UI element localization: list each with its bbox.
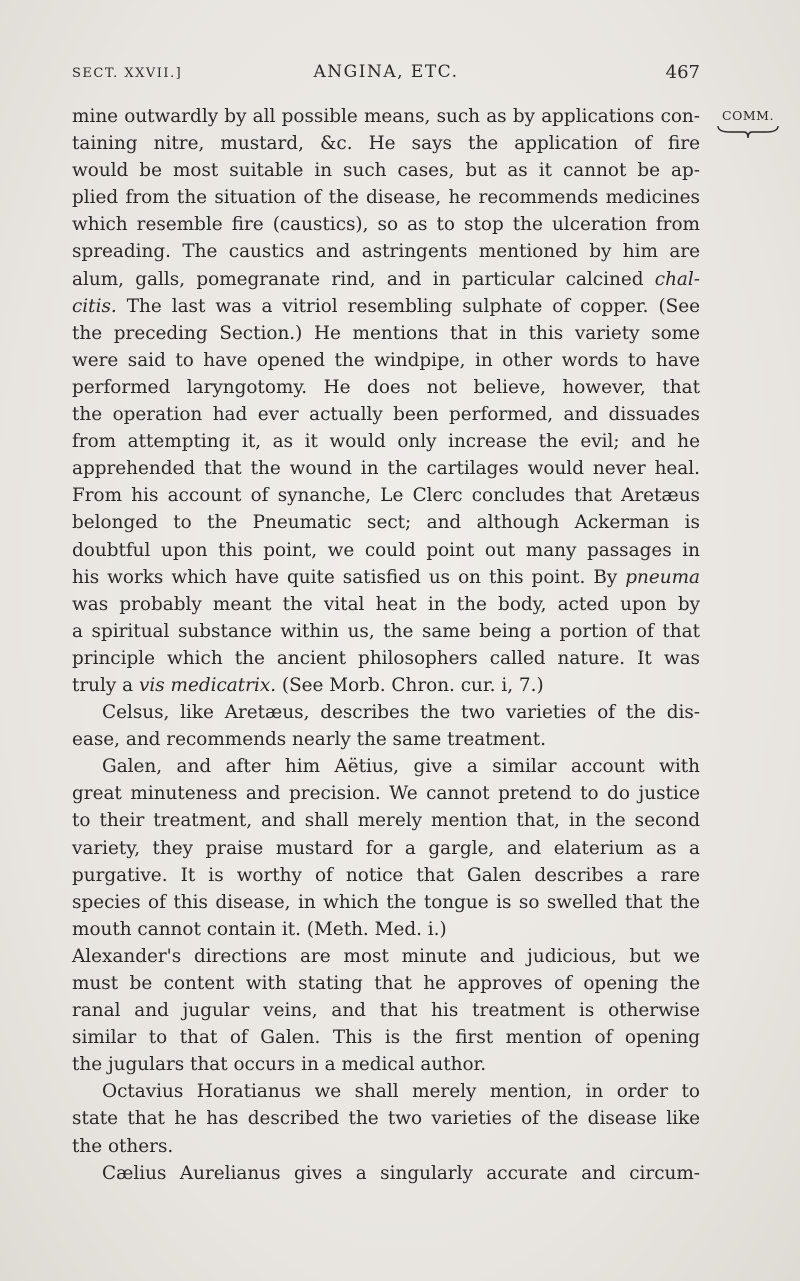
text-line xyxy=(72,266,700,293)
text-line xyxy=(72,564,700,591)
text-line: Celsus, like Aretæus, describes the two varieties of the dis- xyxy=(102,702,700,724)
text-line: doubtful upon this point, we could point out many passages in xyxy=(72,539,700,561)
text-line: to their treatment, and shall merely mention that, in the second xyxy=(72,810,700,832)
text-line: ease, and recommends nearly the same treatment. xyxy=(72,729,546,751)
text-line: apprehended that the wound in the cartilages would never heal. xyxy=(72,458,700,480)
text-line: the others. xyxy=(72,1135,174,1157)
text-line: ranal and jugular veins, and that his treatment is otherwise xyxy=(72,1000,700,1022)
text-run: his works which have quite satisfied us on this point. By xyxy=(72,566,626,588)
paragraph-aretaeus xyxy=(72,103,700,699)
text-line: From his account of synanche, Le Clerc concludes that Aretæus xyxy=(72,485,700,507)
italic-term: chal- xyxy=(654,268,700,290)
text-line: Cælius Aurelianus gives a singularly accurate and circum- xyxy=(102,1162,700,1184)
text-line: similar to that of Galen. This is the first mention of opening xyxy=(72,1027,700,1049)
commentary-label: COMM. xyxy=(722,108,774,123)
text-line: purgative. It is worthy of notice that Galen describes a rare xyxy=(72,864,700,886)
text-run: truly a xyxy=(72,674,139,696)
brace-icon xyxy=(716,124,780,140)
italic-term: citis. xyxy=(72,295,117,317)
paragraph-caelius xyxy=(72,1160,700,1187)
text-line: was probably meant the vital heat in the body, acted upon by xyxy=(72,593,700,615)
text-line: principle which the ancient philosophers called nature. It was xyxy=(72,647,700,669)
text-run: (See Morb. Chron. cur. i, 7.) xyxy=(276,674,544,696)
text-line: the operation had ever actually been performed, and dissuades xyxy=(72,404,700,426)
running-head xyxy=(72,60,700,88)
paragraph-galen xyxy=(72,753,700,943)
text-line: Galen, and after him Aëtius, give a similar account with xyxy=(102,756,700,778)
text-line: from attempting it, as it would only increase the evil; and he xyxy=(72,431,700,453)
chapter-title: ANGINA, ETC. xyxy=(313,62,459,82)
page-number: 467 xyxy=(665,62,700,83)
section-label: SECT. XXVII.] xyxy=(72,66,183,81)
text-line: a spiritual substance within us, the same being a portion of that xyxy=(72,620,700,642)
body-text xyxy=(72,103,700,1187)
text-line xyxy=(72,293,700,320)
text-line: mouth cannot contain it. (Meth. Med. i.) xyxy=(72,918,447,940)
paragraph-celsus xyxy=(72,699,700,753)
text-line: performed laryngotomy. He does not believe, however, that xyxy=(72,376,700,398)
text-line: Octavius Horatianus we shall merely mention, in order to xyxy=(102,1081,700,1103)
text-line: great minuteness and precision. We cannot pretend to do justice xyxy=(72,783,700,805)
text-line: which resemble fire (caustics), so as to stop the ulceration from xyxy=(72,214,700,236)
text-line: belonged to the Pneumatic sect; and although Ackerman is xyxy=(72,512,700,534)
text-line: Alexander's directions are most minute and judicious, but we xyxy=(72,945,700,967)
text-line: the jugulars that occurs in a medical author. xyxy=(72,1054,487,1076)
paragraph-octavius xyxy=(72,1078,700,1159)
margin-note xyxy=(708,108,788,140)
text-line: variety, they praise mustard for a gargle, and elaterium as a xyxy=(72,837,700,859)
text-line: plied from the situation of the disease, he recommends medicines xyxy=(72,187,700,209)
text-line: would be most suitable in such cases, but as it cannot be ap- xyxy=(72,160,700,182)
text-line: the preceding Section.) He mentions that in this variety some xyxy=(72,322,700,344)
text-line xyxy=(72,672,700,699)
text-line: species of this disease, in which the tongue is so swelled that the xyxy=(72,891,700,913)
text-line: were said to have opened the windpipe, in other words to have xyxy=(72,349,700,371)
italic-term: vis medicatrix. xyxy=(138,674,277,696)
text-run: alum, galls, pomegranate rind, and in particular calcined xyxy=(72,268,655,290)
text-line: state that he has described the two varieties of the disease like xyxy=(72,1108,700,1130)
text-run: The last was a vitriol resembling sulphate of copper. (See xyxy=(116,295,700,317)
paragraph-alexander xyxy=(72,943,700,1078)
text-line: must be content with stating that he approves of opening the xyxy=(72,973,700,994)
text-line: taining nitre, mustard, &c. He says the application of fire xyxy=(72,133,700,155)
text-line: spreading. The caustics and astringents mentioned by him are xyxy=(72,241,700,263)
text-line: mine outwardly by all possible means, such as by applications con- xyxy=(72,106,700,127)
italic-term: pneuma xyxy=(625,566,700,588)
